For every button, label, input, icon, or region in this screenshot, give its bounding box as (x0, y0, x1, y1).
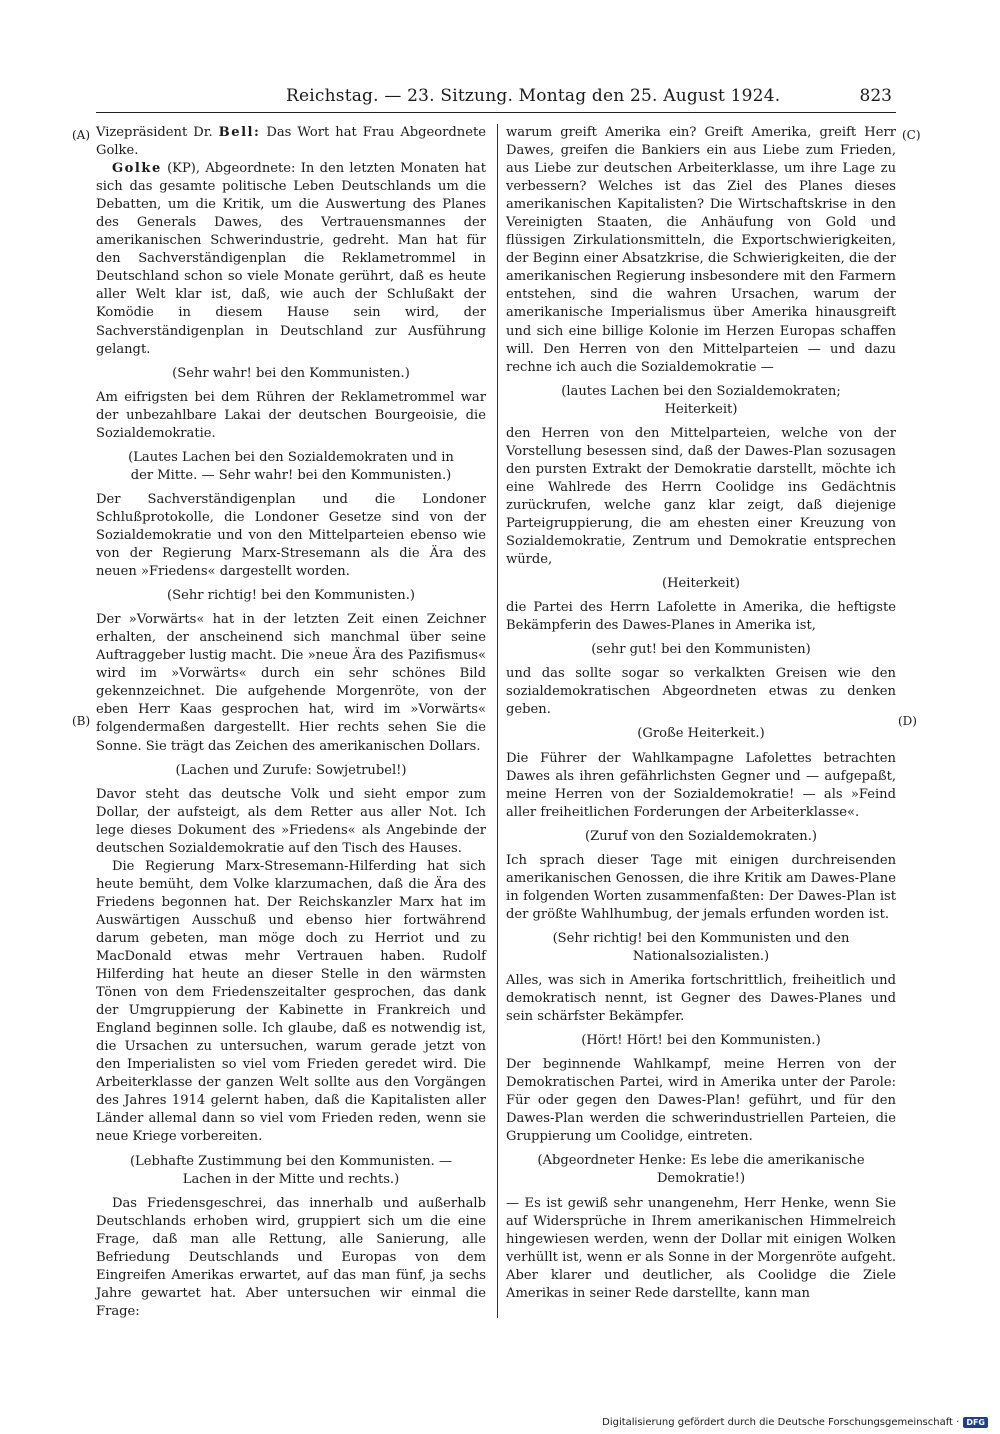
interjection: (Lebhafte Zustimmung bei den Kommunisten. — Lachen in der Mitte und rechts.) (129, 1153, 453, 1187)
interjection: (Heiterkeit) (662, 576, 740, 592)
dfg-logo: DFG (963, 1417, 988, 1428)
paragraph: Alles, was sich in Amerika fortschrittlich, freiheitlich und demokratisch nennt, ist Gegner des Dawes-Planes und sein schärfster Bekämpfer. (506, 973, 896, 1025)
right-column (506, 124, 896, 1303)
interjection: (Zuruf von den Sozialdemokraten.) (584, 828, 818, 844)
paragraph: die Partei des Herrn Lafolette in Amerika, die heftigste Bekämpferin des Dawes-Planes in Amerika ist, (506, 600, 896, 634)
paragraph-text: Das Wort hat Frau Abgeordnete Golke. (96, 125, 486, 159)
margin-mark-b: (B) (72, 714, 91, 728)
paragraph: — Es ist gewiß sehr unangenehm, Herr Henke, wenn Sie auf Widersprüche in Ihrem amerikanischen Himmelreich hingewiesen werden, wenn der Dollar mit einigen Wolken verhüllt ist, wenn er als Sonne in der Morgenröte aufgeht. Aber klarer und deutlicher, als Coolidge die Ziele Amerikas in seiner Rede darstellte, kann man (506, 1195, 896, 1301)
paragraph-text: (KP), Abgeordnete: In den letzten Monaten hat sich das gesamte politische Leben Deutschlands um die Debatten, um die Kritik, um die Auswertung des Planes des Generals Dawes, des Vertrauensmannes der amerikanischen Schwerindustrie, gedreht. Man hat für den Sachverständigenplan die Reklametrommel in Deutschland schon so viele Monate gerührt, daß es heute aller Welt klar ist, daß, wie auch der Schlußakt der Komödie in diesem Hause sein wird, der Sachverständigenplan in Deutschland zur Ausführung gelangt. (96, 161, 486, 357)
paragraph: Der beginnende Wahlkampf, meine Herren von der Demokratischen Partei, wird in Amerika unter der Parole: Für oder gegen den Dawes-Plan! geführt, und für den Dawes-Plan werden die schwerindustriellen Parteien, die Gruppierung um Coolidge, eintreten. (506, 1057, 896, 1145)
interjection: (Abgeordneter Henke: Es lebe die amerikanische Demokratie!) (537, 1153, 865, 1187)
digitization-credit (602, 1417, 988, 1428)
credit-text: Digitalisierung gefördert durch die Deutsche Forschungsgemeinschaft · (602, 1417, 960, 1428)
paragraph: Die Regierung Marx-Stresemann-Hilferding hat sich heute bemüht, dem Volke klarzumachen, daß die Ära des Friedens begonnen hat. Der Reichskanzler Marx hat im Auswärtigen Ausschuß und ebenso hier fortwährend darum gebeten, man möge doch zu Herriot und zu MacDonald etwas mehr Vertrauen haben. Rudolf Hilferding hat heute an dieser Stelle in den wärmsten Tönen von dem Friedenszeitalter gesprochen, das dank der Umgruppierung der Kabinette in Frankreich und England beginnen solle. Ich glaube, daß es notwendig ist, die Ursachen zu untersuchen, warum gerade jetzt von den Imperialisten so viel vom Frieden geredet wird. Die Arbeiterklasse der ganzen Welt sollte aus den Vorgängen des Jahres 1914 gelernt haben, daß die Kapitalisten aller Länder allemal dann so viel vom Frieden reden, wenn sie neue Kriege vorbereiten. (96, 858, 486, 1145)
interjection: (Lautes Lachen bei den Sozialdemokraten und in der Mitte. — Sehr wahr! bei den Kommunisten.) (128, 449, 454, 483)
margin-mark-c: (C) (902, 128, 921, 142)
interjection: (Große Heiterkeit.) (637, 726, 765, 742)
interjection: (lautes Lachen bei den Sozialdemokraten; Heiterkeit) (561, 383, 841, 417)
speaker-intro: Vizepräsident Dr. (96, 125, 219, 140)
page-number: 823 (859, 86, 892, 106)
speaker-name: Golke (112, 161, 162, 177)
interjection: (sehr gut! bei den Kommunisten) (591, 642, 811, 658)
interjection: (Sehr wahr! bei den Kommunisten.) (172, 365, 410, 381)
paragraph (96, 160, 486, 359)
paragraph: Am eifrigsten bei dem Rühren der Reklametrommel war der unbezahlbare Lakai der deutschen Bourgeoisie, die Sozialdemokratie. (96, 389, 486, 441)
interjection: (Lachen und Zurufe: Sowjetrubel!) (175, 762, 407, 778)
paragraph: Davor steht das deutsche Volk und sieht empor zum Dollar, der aufsteigt, als dem Retter aus aller Not. Ich lege dieses Dokument des »Friedens« als Angebinde der deutschen Sozialdemokratie auf den Tisch des Hauses. (96, 786, 486, 856)
left-column (96, 124, 486, 1321)
interjection: (Hört! Hört! bei den Kommunisten.) (581, 1033, 821, 1049)
paragraph: Der Sachverständigenplan und die Londoner Schlußprotokolle, die Londoner Gesetze sind von der Sozialdemokratie und von den Mittelparteien ebenso wie von der Regierung Marx-Stresemann als die Ära des neuen »Friedens« dargestellt worden. (96, 491, 486, 580)
paragraph: den Herren von den Mittelparteien, welche von der Vorstellung besessen sind, daß der Dawes-Plan sozusagen den pursten Extrakt der Demokratie darstellt, möchte ich eine Wahlrede des Herrn Coolidge ins Gedächtnis zurückrufen, welche ganz klar zeigt, daß diejenige Parteigruppierung, die am ehesten einer Kreuzung von Sozialdemokratie, Zentrum und Demokratie entsprechen würde, (506, 425, 896, 568)
paragraph: Das Friedensgeschrei, das innerhalb und außerhalb Deutschlands erhoben wird, gruppiert sich um die eine Frage, daß man alle Rettung, alle Sanierung, alle Befriedung Deutschlands und Europas von dem Eingreifen Amerikas erwartet, auf das man fünf, ja sechs Jahre gewartet hat. Aber untersuchen wir einmal die Frage: (96, 1195, 486, 1319)
margin-mark-a: (A) (72, 128, 91, 142)
paragraph (96, 124, 486, 160)
speaker-name: Bell: (218, 125, 261, 140)
margin-mark-d: (D) (898, 714, 917, 728)
paragraph: warum greift Amerika ein? Greift Amerika, greift Herr Dawes, greifen die Bankiers ein aus Liebe zum Frieden, aus Liebe zur deutschen Arbeiterklasse, um ihre Lage zu verbessern? Welches ist das Ziel des Planes dieses amerikanischen Kapitalisten? Die Wirtschaftskrise in den Vereinigten Staaten, die Anhäufung von Gold und flüssigen Zirkulationsmitteln, die Exportschwierigkeiten, der Beginn einer Absatzkrise, die Schwierigkeiten, die der amerikanischen Regierung insbesondere mit den Farmern entstehen, sind die wahren Ursachen, warum der amerikanische Imperialismus über Amerika hinausgreift und sich eine billige Kolonie im Herzen Europas schaffen will. Den Herren von den Mittelparteien — und dazu rechne ich auch die Sozialdemokratie — (506, 125, 896, 375)
column-divider (497, 124, 498, 1318)
paragraph: Die Führer der Wahlkampagne Lafolettes betrachten Dawes als ihren gefährlichsten Gegner und — aufgepaßt, meine Herren von der Sozialdemokratie! — als »Feind aller freiheitlichen Forderungen der Arbeiterklasse«. (506, 750, 896, 820)
header-title: Reichstag. — 23. Sitzung. Montag den 25. August 1924. (286, 86, 781, 106)
interjection: (Sehr richtig! bei den Kommunisten.) (167, 588, 415, 604)
interjection: (Sehr richtig! bei den Kommunisten und den Nationalsozialisten.) (552, 930, 850, 964)
paragraph: Der »Vorwärts« hat in der letzten Zeit einen Zeichner erhalten, der anscheinend sich manchmal über seine Auftraggeber lustig macht. Die »neue Ära des Pazifismus« wird im »Vorwärts« durch ein sehr schönes Bild gekennzeichnet. Die aufgehende Morgenröte, von der eben Herr Kaas gesprochen hat, wird im »Vorwärts« folgendermaßen dargestellt. Hier rechts sehen Sie die Sonne. Sie trägt das Zeichen des amerikanischen Dollars. (96, 612, 486, 754)
paragraph: Ich sprach dieser Tage mit einigen durchreisenden amerikanischen Genossen, die ihre Kritik am Dawes-Plane in folgenden Worten zusammenfaßten: Der Dawes-Plan ist der größte Wahlhumbug, der jemals erfunden worden ist. (506, 852, 896, 922)
paragraph: und das sollte sogar so verkalkten Greisen wie den sozialdemokratischen Abgeordneten etwas zu denken geben. (506, 666, 896, 718)
running-header (96, 86, 896, 113)
